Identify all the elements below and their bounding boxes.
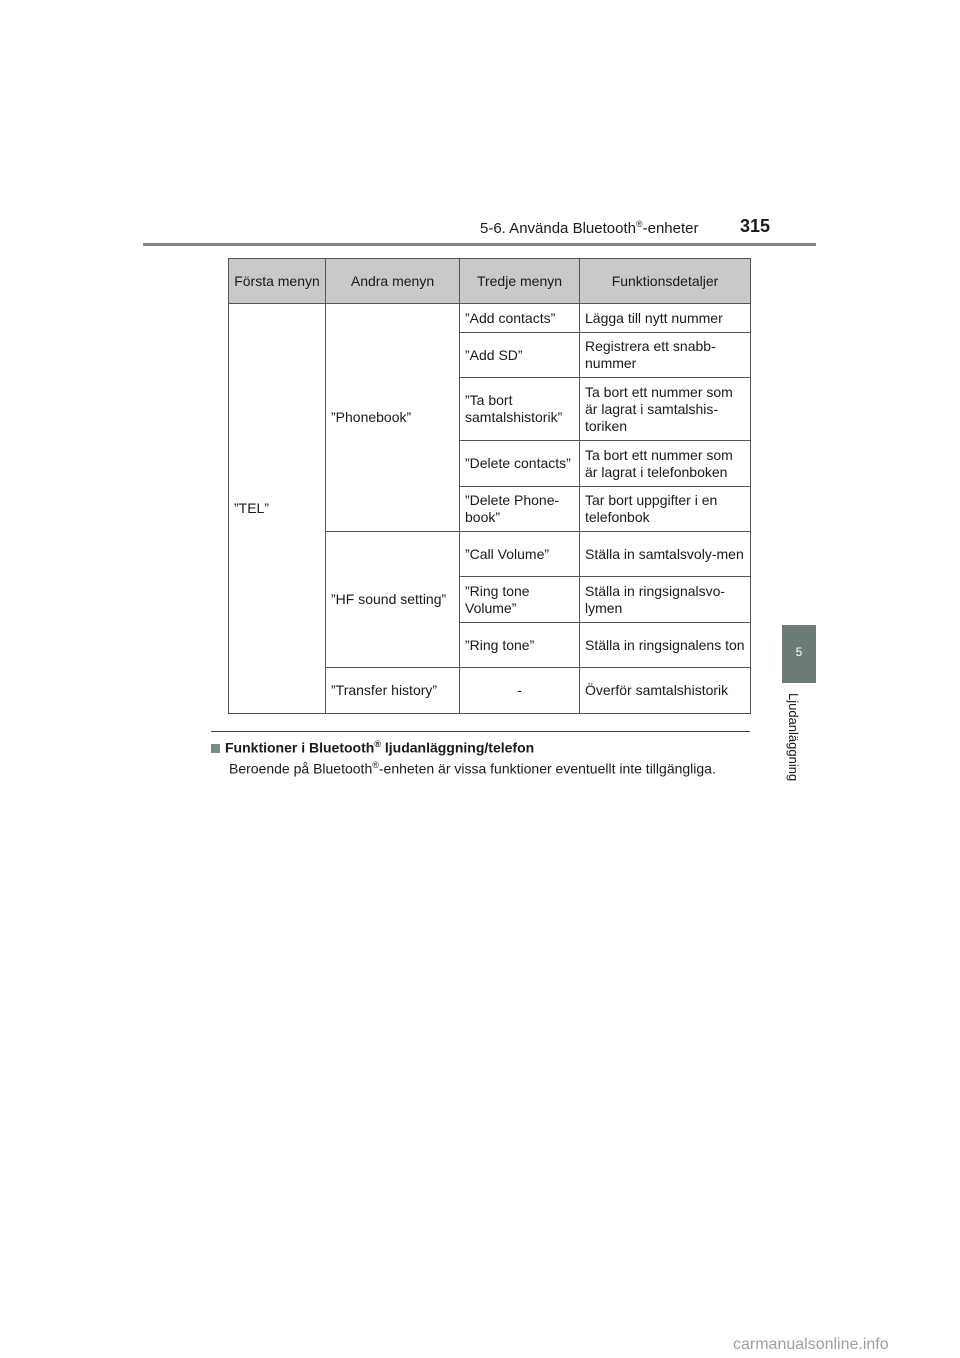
table-row [229, 304, 751, 333]
section-title [480, 219, 698, 237]
square-bullet-icon [211, 744, 220, 753]
detail-cell: Ställa in samtalsvoly-men [580, 532, 751, 577]
registered-mark: ® [372, 760, 379, 770]
menu-table [228, 258, 751, 714]
second-menu-phonebook: ”Phonebook” [326, 304, 460, 532]
third-menu-cell: ”Ring tone Volume” [460, 577, 580, 623]
table-header-row [229, 259, 751, 304]
header-function-details: Funktionsdetaljer [580, 259, 751, 304]
detail-cell: Tar bort uppgifter i en telefonbok [580, 487, 751, 532]
section-title-text: 5-6. Använda Bluetooth [480, 220, 636, 237]
note-body-suffix: -enheten är vissa funktioner eventuellt inte tillgängliga. [378, 760, 716, 777]
header-second-menu: Andra menyn [326, 259, 460, 304]
header-third-menu: Tredje menyn [460, 259, 580, 304]
note-divider [211, 731, 750, 732]
third-menu-cell: ”Ring tone” [460, 623, 580, 668]
first-menu-tel: ”TEL” [229, 304, 326, 714]
registered-mark: ® [374, 739, 381, 749]
third-menu-cell: ”Delete Phone-book” [460, 487, 580, 532]
note-title-text: Funktioner i Bluetooth [225, 739, 375, 756]
chapter-label: Ljudanläggning [786, 693, 801, 782]
watermark: carmanualsonline.info [733, 1336, 889, 1353]
chapter-tab [782, 625, 816, 683]
third-menu-cell: ”Delete contacts” [460, 441, 580, 487]
header-divider [143, 243, 816, 246]
detail-cell: Ställa in ringsignalsvo-lymen [580, 577, 751, 623]
detail-cell: Ställa in ringsignalens ton [580, 623, 751, 668]
third-menu-cell: ”Add contacts” [460, 304, 580, 333]
note-title-suffix: ljudanläggning/telefon [380, 739, 535, 756]
detail-cell: Ta bort ett nummer som är lagrat i samtalshis-toriken [580, 378, 751, 441]
third-menu-cell: ”Add SD” [460, 333, 580, 378]
detail-cell: Överför samtalshistorik [580, 668, 751, 714]
chapter-number: 5 [795, 645, 803, 659]
note-body [229, 760, 716, 777]
third-menu-cell: ”Ta bort samtalshistorik” [460, 378, 580, 441]
note-body-text: Beroende på Bluetooth [229, 760, 373, 777]
detail-cell: Lägga till nytt nummer [580, 304, 751, 333]
page-number: 315 [740, 216, 771, 236]
detail-cell: Ta bort ett nummer som är lagrat i telefonboken [580, 441, 751, 487]
second-menu-hf-sound: ”HF sound setting” [326, 532, 460, 668]
section-title-suffix: -enheter [642, 220, 699, 237]
third-menu-cell: - [460, 668, 580, 714]
note-title [211, 739, 534, 756]
third-menu-cell: ”Call Volume” [460, 532, 580, 577]
header-first-menu: Första menyn [229, 259, 326, 304]
registered-mark: ® [635, 219, 643, 229]
detail-cell: Registrera ett snabb-nummer [580, 333, 751, 378]
second-menu-transfer-history: ”Transfer history” [326, 668, 460, 714]
